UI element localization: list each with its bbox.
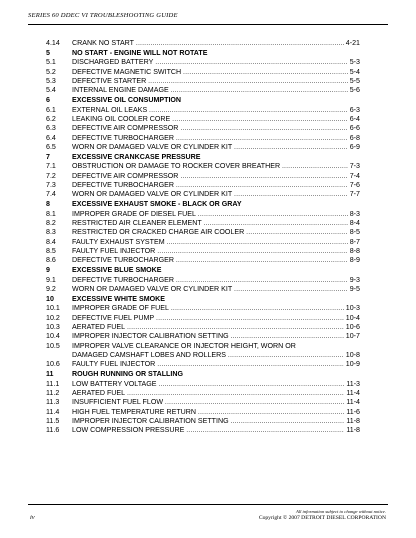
toc-entry-title: AERATED FUEL [72,388,126,397]
toc-entry-title: DEFECTIVE TURBOCHARGER [72,133,174,142]
toc-entry [46,86,360,95]
toc-entry-title: EXCESSIVE BLUE SMOKE [72,266,162,275]
toc-dot-leader [282,163,348,172]
toc-entry [46,172,360,181]
toc-dot-leader [156,315,344,324]
toc-entry-title: HIGH FUEL TEMPERATURE RETURN [72,407,197,416]
toc-entry [46,106,360,115]
toc-entry [46,162,360,171]
toc-entry [46,124,360,133]
toc-entry-number: 5.3 [46,76,56,85]
toc-entry-title: OBSTRUCTION OR DAMAGE TO ROCKER COVER BREATHER [72,162,281,171]
toc-dot-leader [149,107,348,116]
toc-entry-title: DEFECTIVE FUEL PUMP [72,313,155,322]
toc-entry-title: DAMAGED CAMSHAFT LOBES AND ROLLERS [72,350,226,359]
toc-section-heading [46,266,360,275]
toc-entry-number: 8.4 [46,237,56,246]
toc-entry-number: 7.3 [46,180,56,189]
toc-entry-number: 5.1 [46,58,56,67]
toc-entry-title: DEFECTIVE TURBOCHARGER [72,275,174,284]
footer-notice: All information subject to change without notice. [296,509,386,514]
toc-entry-number: 7.4 [46,190,56,199]
toc-entry-number: 11.6 [46,426,60,435]
toc-entry-title: EXCESSIVE EXHAUST SMOKE - BLACK OR GRAY [72,200,242,209]
toc-entry-title: CRANK NO START [72,39,135,47]
toc-entry-page: 11-3 [346,379,360,388]
toc-dot-leader [180,173,347,182]
toc-entry-page: 9-3 [349,275,360,284]
toc-entry [46,219,360,228]
toc-entry [46,304,360,313]
toc-entry [46,332,360,341]
toc-dot-leader [186,427,344,436]
toc-entry [46,115,360,124]
toc-entry-number: 8.5 [46,246,56,255]
toc-entry-number: 8 [46,200,50,209]
toc-dot-leader [136,40,344,49]
toc-entry-page: 8-3 [349,209,360,218]
toc-entry [46,143,360,152]
toc-entry-number: 4.14 [46,39,60,47]
toc-entry-number: 10 [46,294,54,303]
toc-entry-title: LOW COMPRESSION PRESSURE [72,426,185,435]
toc-entry-title: FAULTY FUEL INJECTOR [72,246,156,255]
toc-entry-number: 8.2 [46,218,56,227]
toc-entry [46,360,360,369]
toc-entry-number: 6.3 [46,124,56,133]
toc-entry-page: 4-21 [345,39,360,47]
toc-dot-leader [228,352,344,361]
toc-entry [46,210,360,219]
toc-entry-number: 8.6 [46,256,56,265]
toc-entry-title: DEFECTIVE TURBOCHARGER [72,256,174,265]
toc-entry-number: 6.2 [46,114,56,123]
toc-entry [46,314,360,323]
toc-entry-title: IMPROPER INJECTOR CALIBRATION SETTING [72,332,229,341]
toc-entry-page: 7-4 [349,171,360,180]
toc-entry [46,380,360,389]
toc-entry-page: 5-3 [349,58,360,67]
toc-dot-leader [234,191,348,200]
toc-entry-title: ROUGH RUNNING OR STALLING [72,370,183,379]
toc-entry-title: DEFECTIVE TURBOCHARGER [72,180,174,189]
toc-entry-page: 9-5 [349,284,360,293]
header-rule [28,24,388,25]
toc-entry-page: 10-8 [345,350,360,359]
toc-dot-leader [180,125,347,134]
toc-entry-title: RESTRICTED AIR CLEANER ELEMENT [72,218,202,227]
toc-entry-number: 7.2 [46,171,56,180]
toc-entry-number: 5.4 [46,86,56,95]
toc-entry-page: 7-7 [349,190,360,199]
toc-entry-title: WORN OR DAMAGED VALVE OR CYLINDER KIT [72,142,233,151]
toc-section-heading [46,153,360,162]
toc-entry-page: 10-6 [345,322,360,331]
toc-entry-page: 5-5 [349,76,360,85]
toc-entry-title: IMPROPER INJECTOR CALIBRATION SETTING [72,416,229,425]
toc-entry-number: 10.5 [46,341,60,350]
toc-entry-number: 6 [46,96,50,105]
toc-entry-page: 5-4 [349,67,360,76]
toc-dot-leader [157,361,343,370]
toc-dot-leader [246,229,347,238]
toc-section-heading [46,295,360,304]
toc-entry-title: FAULTY EXHAUST SYSTEM [72,237,165,246]
toc-entry-page: 7-3 [349,162,360,171]
toc-entry [46,398,360,407]
toc-section-heading [46,49,360,58]
toc-entry-number: 7.1 [46,162,56,171]
running-header: SERIES 60 DDEC VI TROUBLESHOOTING GUIDE [28,12,178,19]
toc-entry-title: LOW BATTERY VOLTAGE [72,379,157,388]
toc-dot-leader [155,59,347,68]
toc-entry-page: 8-4 [349,218,360,227]
toc-entry-number: 10.3 [46,322,60,331]
toc-entry-title: DISCHARGED BATTERY [72,58,154,67]
toc-entry-title: IMPROPER GRADE OF DIESEL FUEL [72,209,196,218]
toc-entry-number: 11.4 [46,407,60,416]
toc-entry [46,285,360,294]
toc-entry-title: IMPROPER GRADE OF FUEL [72,304,169,313]
toc-entry [46,39,360,48]
toc-entry-page: 10-3 [345,304,360,313]
toc-entry-title: EXCESSIVE WHITE SMOKE [72,294,166,303]
toc-entry-title: INSUFFICIENT FUEL FLOW [72,398,164,407]
page-number: iv [30,514,35,521]
toc-dot-leader [172,116,347,125]
toc-entry-number: 6.4 [46,133,56,142]
toc-dot-leader [198,211,348,220]
toc-dot-leader [183,69,348,78]
toc-entry-title: FAULTY FUEL INJECTOR [72,360,156,369]
toc-entry-page: 5-6 [349,86,360,95]
toc-entry-number: 6.1 [46,105,56,114]
toc-dot-leader [171,87,348,96]
toc-entry [46,256,360,265]
toc-entry-page: 6-8 [349,133,360,142]
toc-section-heading [46,96,360,105]
toc-entry [46,134,360,143]
toc-entry-title: EXTERNAL OIL LEAKS [72,105,148,114]
toc-entry-number: 8.1 [46,209,56,218]
toc-entry-number: 10.2 [46,313,60,322]
toc-entry-number: 11.2 [46,388,60,397]
toc-section-heading [46,200,360,209]
toc-entry-number: 6.5 [46,142,56,151]
toc-entry-title: IMPROPER VALVE CLEARANCE OR INJECTOR HEIGHT, WORN OR [72,341,296,350]
toc-entry-title: EXCESSIVE CRANKCASE PRESSURE [72,152,201,161]
toc-entry [46,238,360,247]
toc-entry-number: 11.1 [46,379,60,388]
toc-dot-leader [234,144,348,153]
footer-rule [28,504,388,505]
toc-entry-title: RESTRICTED OR CRACKED CHARGE AIR COOLER [72,228,245,237]
toc-entry [46,342,360,351]
toc-dot-leader [231,418,345,427]
toc-dot-leader [171,305,344,314]
toc-entry [46,68,360,77]
toc-entry-title: INTERNAL ENGINE DAMAGE [72,86,169,95]
toc-entry-number: 5.2 [46,67,56,76]
toc-entry-number: 11 [46,370,54,379]
toc-entry [46,247,360,256]
toc-entry [46,426,360,435]
toc-entry-number: 8.3 [46,228,56,237]
toc-entry-title: WORN OR DAMAGED VALVE OR CYLINDER KIT [72,284,233,293]
toc-entry-page: 11-4 [346,388,360,397]
toc-entry-page: 6-9 [349,142,360,151]
toc-entry-title: DEFECTIVE MAGNETIC SWITCH [72,67,182,76]
toc-entry-number: 5 [46,48,50,57]
toc-entry-title: NO START - ENGINE WILL NOT ROTATE [72,48,208,57]
toc-entry-page: 6-4 [349,114,360,123]
toc-entry-page: 6-3 [349,105,360,114]
toc-entry-title: DEFECTIVE AIR COMPRESSOR [72,124,179,133]
toc-entry-number: 10.6 [46,360,60,369]
toc-entry-title: AERATED FUEL [72,322,126,331]
toc-entry [46,408,360,417]
toc-entry-page: 11-8 [346,426,360,435]
toc-entry [46,190,360,199]
toc-entry [46,389,360,398]
toc-entry-page: 6-6 [349,124,360,133]
toc-entry [46,181,360,190]
toc-entry [46,228,360,237]
toc-entry-number: 11.3 [46,398,60,407]
toc-dot-leader [176,257,348,266]
toc-entry-number: 10.1 [46,304,60,313]
toc-entry-page: 10-9 [345,360,360,369]
toc-entry-number: 9.2 [46,284,56,293]
toc-entry-page: 10-7 [345,332,360,341]
toc-entry-title: DEFECTIVE STARTER [72,76,147,85]
toc-entry-number: 11.5 [46,416,60,425]
toc-entry-page: 7-6 [349,180,360,189]
toc-dot-leader [159,381,345,390]
toc-dot-leader [234,286,348,295]
toc-entry-page: 8-8 [349,246,360,255]
toc-entry [46,323,360,332]
toc-entry-page: 11-6 [346,407,360,416]
toc-section-heading [46,370,360,379]
toc-entry-page: 10-4 [345,313,360,322]
toc-entry-number: 7 [46,152,50,161]
toc-entry-number: 9 [46,266,50,275]
toc-entry-title: EXCESSIVE OIL CONSUMPTION [72,96,182,105]
footer-copyright: Copyright © 2007 DETROIT DIESEL CORPORATION [258,515,386,521]
toc-entry [46,351,360,360]
toc-entry-title: DEFECTIVE AIR COMPRESSOR [72,171,179,180]
toc-entry-page: 8-7 [349,237,360,246]
toc-dot-leader [148,78,348,87]
toc-entry [46,58,360,67]
toc-entry-number: 9.1 [46,275,56,284]
toc-entry-page: 11-8 [346,416,360,425]
toc-dot-leader [157,248,347,257]
toc-entry-number: 10.4 [46,332,60,341]
toc-entry [46,77,360,86]
toc-entry-title: WORN OR DAMAGED VALVE OR CYLINDER KIT [72,190,233,199]
toc-entry-title: LEAKING OIL COOLER CORE [72,114,171,123]
toc-entry [46,417,360,426]
toc-entry [46,276,360,285]
toc-entry-page: 8-5 [349,228,360,237]
table-of-contents [46,39,360,436]
toc-entry-page: 11-4 [346,398,360,407]
toc-dot-leader [167,239,348,248]
toc-entry-page: 8-9 [349,256,360,265]
